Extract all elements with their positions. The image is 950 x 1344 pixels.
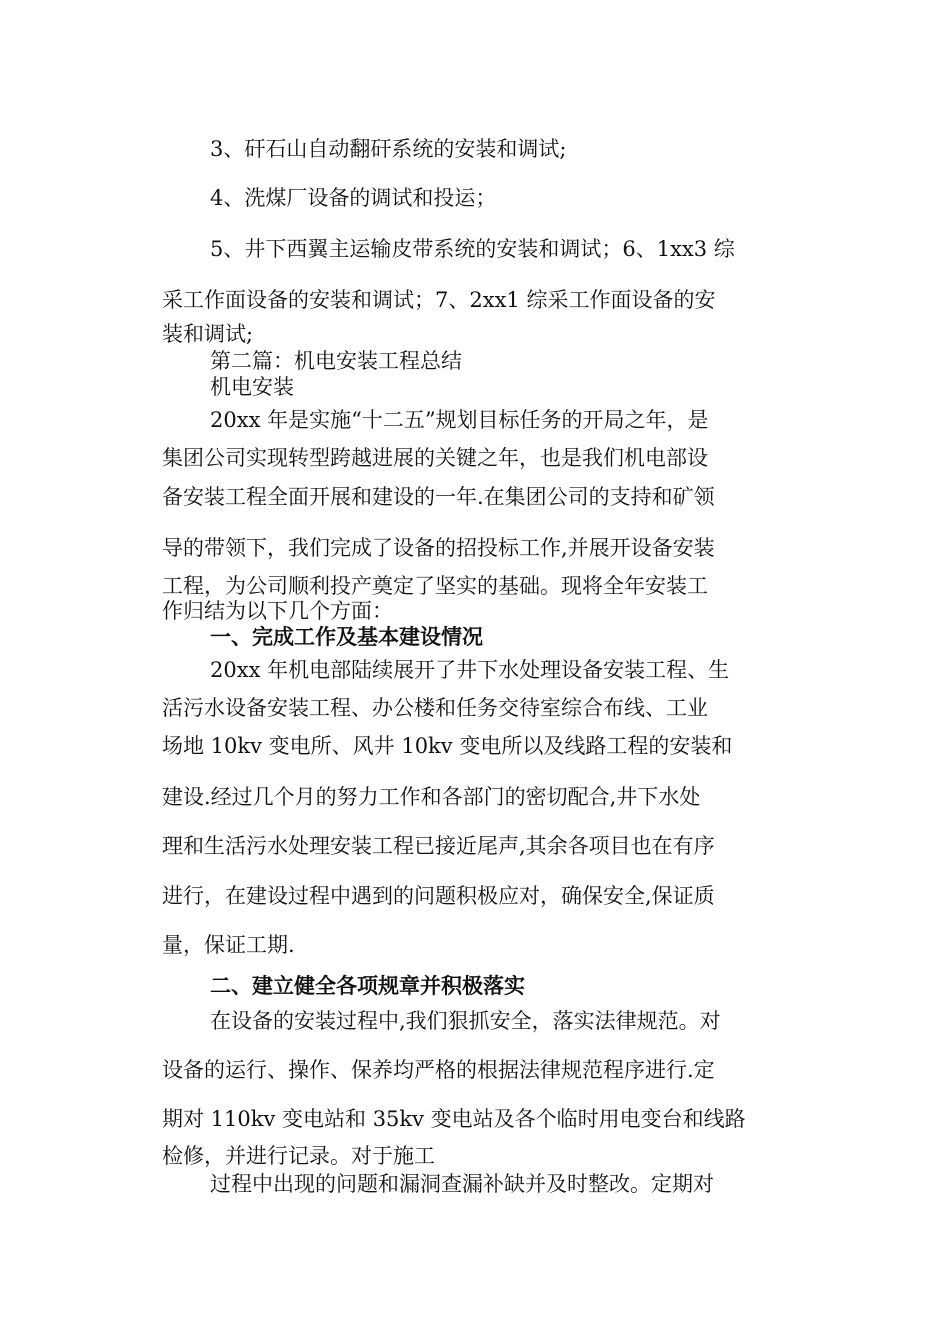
text-line: 5、井下西翼主运输皮带系统的安装和调试；6、1xx3 综 [210, 237, 735, 261]
text-line: 3、矸石山自动翻矸系统的安装和调试; [210, 137, 567, 161]
text-line: 检修，并进行记录。对于施工 [162, 1144, 435, 1168]
section-title: 第二篇：机电安装工程总结 [210, 349, 462, 373]
text-line: 工程，为公司顺利投产奠定了坚实的基础。现将全年安装工 [162, 574, 708, 598]
text-line: 4、洗煤厂设备的调试和投运； [210, 186, 497, 210]
text-line: 在设备的安装过程中,我们狠抓安全，落实法律规范。对 [210, 1009, 721, 1033]
text-line: 进行，在建设过程中遇到的问题积极应对，确保安全,保证质 [162, 884, 715, 908]
text-line: 集团公司实现转型跨越进展的关键之年，也是我们机电部设 [162, 446, 708, 470]
text-line: 理和生活污水处理安装工程已接近尾声,其余各项目也在有序 [162, 834, 715, 858]
heading-2: 二、建立健全各项规章并积极落实 [210, 973, 525, 998]
text-line: 设备的运行、操作、保养均严格的根据法律规范程序进行.定 [162, 1058, 715, 1082]
text-line: 20xx 年是实施“十二五”规划目标任务的开局之年，是 [210, 408, 709, 432]
heading-1: 一、完成工作及基本建设情况 [210, 624, 483, 649]
subtitle: 机电安装 [210, 375, 294, 399]
text-line: 20xx 年机电部陆续展开了井下水处理设备安装工程、生 [210, 658, 730, 682]
text-line: 装和调试; [162, 322, 254, 346]
text-line: 导的带领下，我们完成了设备的招投标工作,并展开设备安装 [162, 536, 715, 560]
text-line: 场地 10kv 变电所、风井 10kv 变电所以及线路工程的安装和 [162, 734, 733, 758]
text-line: 量，保证工期. [162, 933, 295, 957]
text-line: 活污水设备安装工程、办公楼和任务交待室综合布线、工业 [162, 696, 708, 720]
text-line: 过程中出现的问题和漏洞查漏补缺并及时整改。定期对 [210, 1172, 714, 1196]
text-line: 采工作面设备的安装和调试；7、2xx1 综采工作面设备的安 [162, 288, 716, 312]
text-line: 期对 110kv 变电站和 35kv 变电站及各个临时用电变台和线路 [162, 1107, 746, 1131]
text-line: 作归结为以下几个方面： [162, 599, 393, 623]
text-line: 备安装工程全面开展和建设的一年.在集团公司的支持和矿领 [162, 485, 715, 509]
text-line: 建设.经过几个月的努力工作和各部门的密切配合,井下水处 [162, 785, 701, 809]
